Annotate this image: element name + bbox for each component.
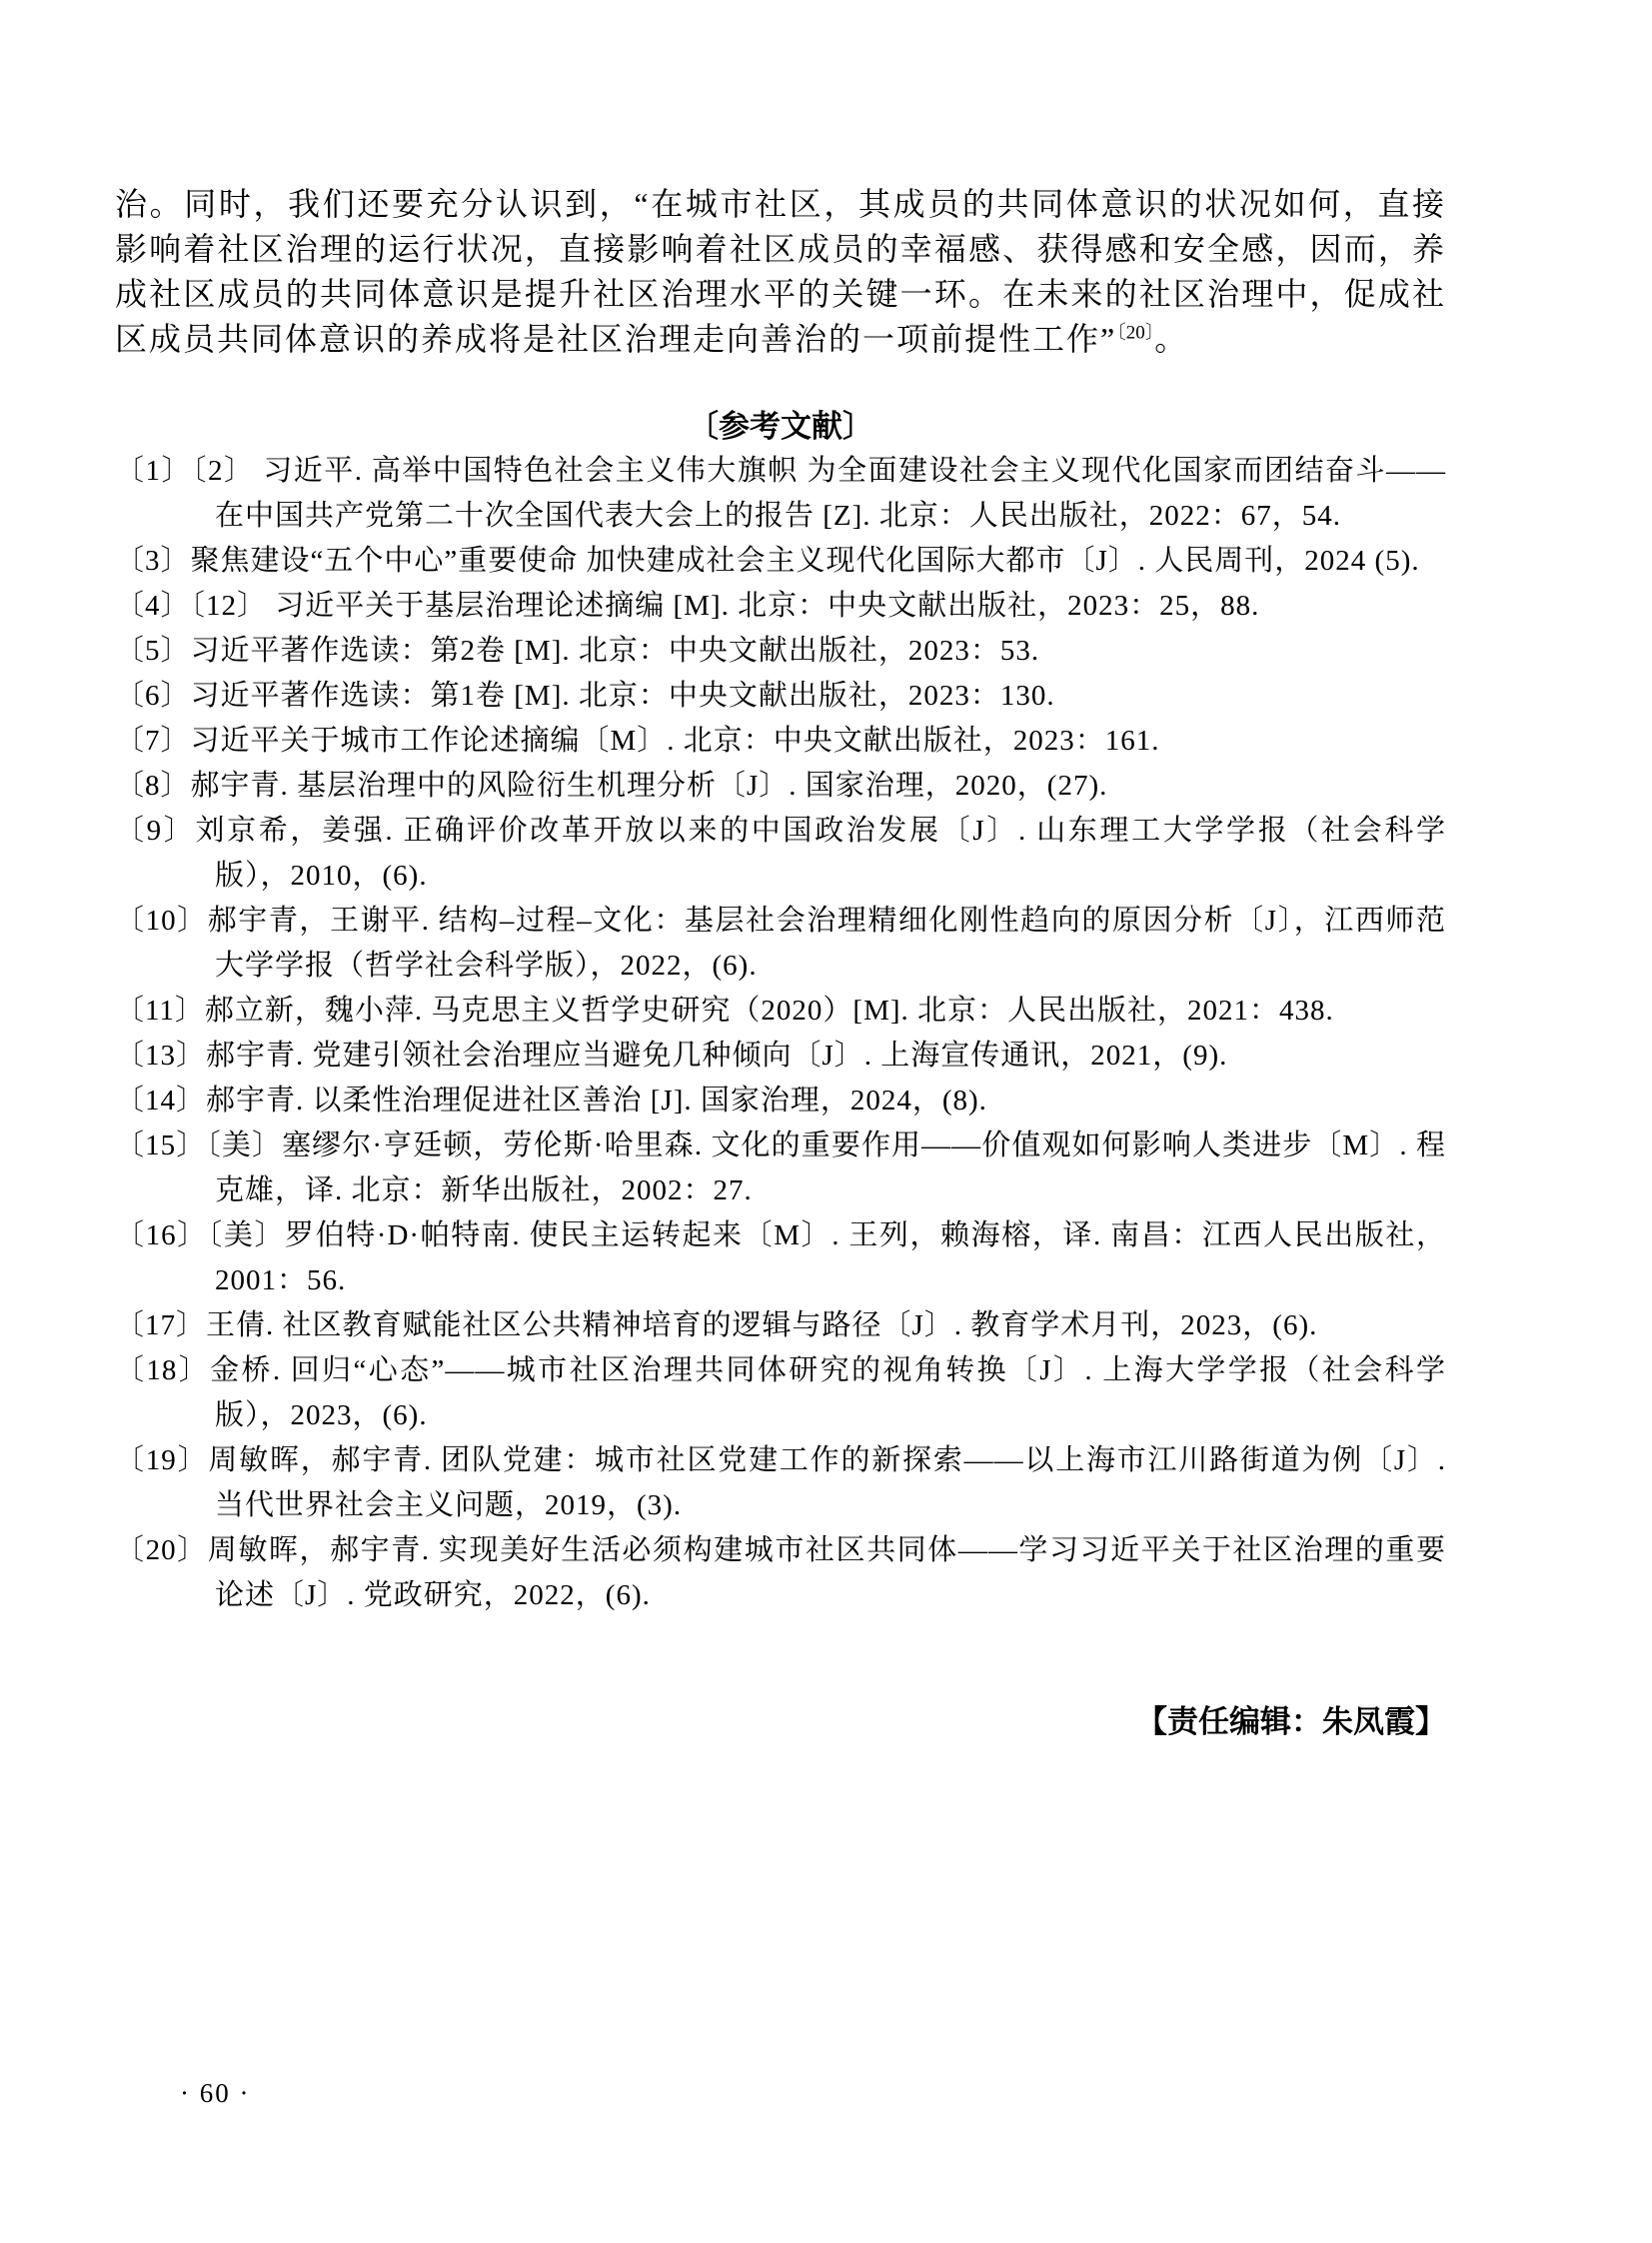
reference-item: 〔3〕聚焦建设“五个中心”重要使命 加快建成社会主义现代化国际大都市〔J〕. 人民周刊，2024 (5).	[115, 545, 1420, 577]
reference-item: 〔8〕郝宇青. 基层治理中的风险衍生机理分析〔J〕. 国家治理，2020，(27).	[115, 770, 1108, 802]
reference-item: 〔16〕〔美〕罗伯特·D·帕特南. 使民主运转起来〔M〕. 王列，赖海榕，译. 南昌：江西人民出版社，2001：56.	[115, 1219, 1446, 1296]
reference-item: 〔18〕金桥. 回归“心态”——城市社区治理共同体研究的视角转换〔J〕. 上海大学学报（社会科学版），2023，(6).	[115, 1354, 1446, 1431]
reference-item: 〔13〕郝宇青. 党建引领社会治理应当避免几种倾向〔J〕. 上海宣传通讯，2021，(9).	[115, 1040, 1228, 1072]
reference-item: 〔4〕〔12〕 习近平关于基层治理论述摘编 [M]. 北京：中央文献出版社，2023：25，88.	[115, 590, 1260, 622]
reference-item: 〔9〕刘京希，姜强. 正确评价改革开放以来的中国政治发展〔J〕. 山东理工大学学报（社会科学版），2010，(6).	[115, 815, 1446, 892]
references-list	[115, 449, 1446, 1618]
reference-item: 〔6〕习近平著作选读：第1卷 [M]. 北京：中央文献出版社，2023：130.	[115, 680, 1055, 712]
reference-item: 〔17〕王倩. 社区教育赋能社区公共精神培育的逻辑与路径〔J〕. 教育学术月刊，2023，(6).	[115, 1309, 1318, 1341]
references-heading: 〔参考文献〕	[688, 409, 873, 444]
editor-credit: 【责任编辑：朱凤霞】	[1136, 1704, 1446, 1739]
reference-item: 〔20〕周敏晖，郝宇青. 实现美好生活必须构建城市社区共同体——学习习近平关于社区治理的重要论述〔J〕. 党政研究，2022，(6).	[115, 1534, 1446, 1611]
citation-superscript: 〔20〕	[1116, 322, 1155, 344]
body-paragraph-text: 治。同时，我们还要充分认识到，“在城市社区，其成员的共同体意识的状况如何，直接影响着社区治理的运行状况，直接影响着社区成员的幸福感、获得感和安全感，因而，养成社区成员的共同体意识是提升社区治理水平的关键一环。在未来的社区治理中，促成社区成员共同体意识的养成将是社区治理走向善治的一项前提性工作”	[115, 186, 1446, 357]
reference-item: 〔10〕郝宇青，王谢平. 结构–过程–文化：基层社会治理精细化刚性趋向的原因分析〔J〕，江西师范大学学报（哲学社会科学版），2022，(6).	[115, 905, 1446, 982]
reference-item: 〔7〕习近平关于城市工作论述摘编〔M〕. 北京：中央文献出版社，2023：161.	[115, 725, 1160, 757]
reference-item: 〔1〕〔2〕 习近平. 高举中国特色社会主义伟大旗帜 为全面建设社会主义现代化国家而团结奋斗——在中国共产党第二十次全国代表大会上的报告 [Z]. 北京：人民出版社，2022：67，54.	[115, 455, 1446, 532]
reference-item: 〔15〕〔美〕塞缪尔·亨廷顿，劳伦斯·哈里森. 文化的重要作用——价值观如何影响人类进步〔M〕. 程克雄，译. 北京：新华出版社，2002：27.	[115, 1129, 1446, 1206]
body-paragraph-period: 。	[1154, 321, 1189, 357]
reference-item: 〔14〕郝宇青. 以柔性治理促进社区善治 [J]. 国家治理，2024，(8).	[115, 1085, 987, 1117]
page-number: · 60 ·	[180, 2078, 251, 2108]
reference-item: 〔19〕周敏晖，郝宇青. 团队党建：城市社区党建工作的新探索——以上海市江川路街道为例〔J〕. 当代世界社会主义问题，2019，(3).	[115, 1444, 1446, 1521]
body-paragraph	[115, 182, 1446, 362]
reference-item: 〔5〕习近平著作选读：第2卷 [M]. 北京：中央文献出版社，2023：53.	[115, 635, 1040, 667]
reference-item: 〔11〕郝立新，魏小萍. 马克思主义哲学史研究（2020）[M]. 北京：人民出版社，2021：438.	[115, 995, 1334, 1027]
